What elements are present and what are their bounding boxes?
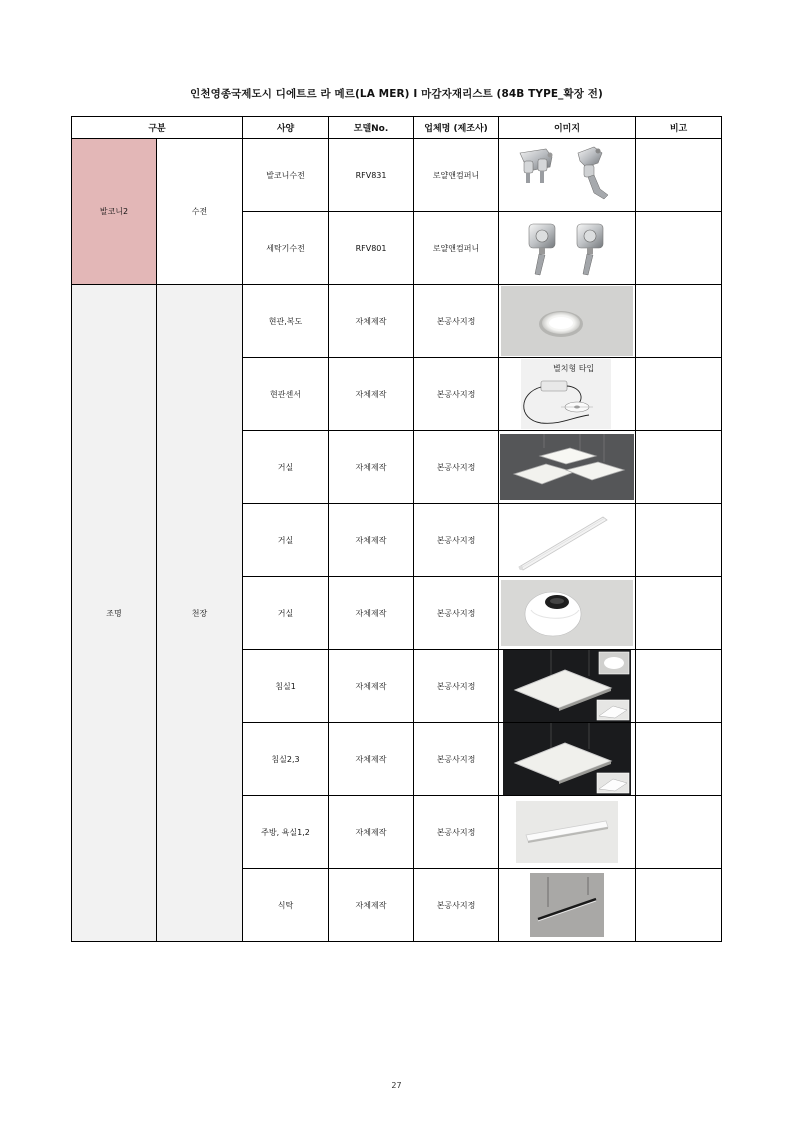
page-number: 27	[391, 1081, 402, 1090]
image-cell	[499, 212, 636, 285]
vendor-cell: 본공사지정	[414, 431, 499, 504]
model-cell: 자체제작	[329, 577, 414, 650]
model-cell: 자체제작	[329, 796, 414, 869]
finish-material-table	[71, 116, 722, 942]
remarks-cell	[636, 358, 722, 431]
vendor-cell: 본공사지정	[414, 796, 499, 869]
image-cell	[499, 723, 636, 796]
table-header-row	[72, 117, 722, 139]
image-cell	[499, 285, 636, 358]
table-row	[72, 139, 722, 212]
remarks-cell	[636, 431, 722, 504]
subcategory-cell-faucet: 수전	[157, 139, 243, 285]
vendor-cell: 본공사지정	[414, 577, 499, 650]
spec-cell: 발코니수전	[243, 139, 329, 212]
linear-light-icon	[501, 507, 633, 573]
panel-light-group-icon	[500, 434, 634, 500]
spec-cell: 식탁	[243, 869, 329, 942]
image-cell	[499, 431, 636, 504]
spec-cell: 거실	[243, 577, 329, 650]
model-cell: 자체제작	[329, 504, 414, 577]
model-cell: 자체제작	[329, 285, 414, 358]
spec-cell: 거실	[243, 431, 329, 504]
model-cell: 자체제작	[329, 650, 414, 723]
remarks-cell	[636, 139, 722, 212]
square-panel-light-icon	[503, 723, 631, 795]
remarks-cell	[636, 869, 722, 942]
table-row	[72, 285, 722, 358]
model-cell: RFV831	[329, 139, 414, 212]
vendor-cell: 로얄앤컴퍼니	[414, 139, 499, 212]
pendant-light-icon	[530, 873, 604, 937]
vendor-cell: 본공사지정	[414, 869, 499, 942]
vendor-cell: 본공사지정	[414, 650, 499, 723]
vendor-cell: 로얄앤컴퍼니	[414, 212, 499, 285]
header-image: 이미지	[499, 117, 636, 139]
image-cell	[499, 504, 636, 577]
model-cell: RFV801	[329, 212, 414, 285]
remarks-cell	[636, 504, 722, 577]
spec-cell: 침실1	[243, 650, 329, 723]
sensor-light-caption: 별치형 타입	[553, 364, 595, 373]
category-cell-balcony: 발코니2	[72, 139, 157, 285]
image-cell	[499, 796, 636, 869]
image-cell	[499, 869, 636, 942]
image-cell	[499, 358, 636, 431]
header-remarks: 비고	[636, 117, 722, 139]
vendor-cell: 본공사지정	[414, 358, 499, 431]
sensor-light-icon	[501, 359, 633, 429]
remarks-cell	[636, 212, 722, 285]
spec-cell: 주방, 욕실1,2	[243, 796, 329, 869]
vendor-cell: 본공사지정	[414, 285, 499, 358]
remarks-cell	[636, 577, 722, 650]
image-cell	[499, 577, 636, 650]
header-category: 구분	[72, 117, 243, 139]
remarks-cell	[636, 723, 722, 796]
vendor-cell: 본공사지정	[414, 504, 499, 577]
balcony-faucet-icon	[512, 143, 622, 207]
category-cell-lighting: 조명	[72, 285, 157, 942]
spec-cell: 거실	[243, 504, 329, 577]
washer-faucet-icon	[517, 218, 617, 278]
image-cell	[499, 650, 636, 723]
bar-light-icon	[516, 801, 618, 863]
model-cell: 자체제작	[329, 723, 414, 796]
downlight-icon	[501, 286, 633, 356]
header-model: 모델No.	[329, 117, 414, 139]
spec-cell: 현관,복도	[243, 285, 329, 358]
image-cell	[499, 139, 636, 212]
model-cell: 자체제작	[329, 358, 414, 431]
document-title: 인천영종국제도시 디에트르 라 메르(LA MER) I 마감자재리스트 (84B TYPE_확장 전)	[190, 88, 603, 100]
subcategory-cell-ceiling: 천장	[157, 285, 243, 942]
header-vendor: 업체명 (제조사)	[414, 117, 499, 139]
model-cell: 자체제작	[329, 431, 414, 504]
spec-cell: 세탁기수전	[243, 212, 329, 285]
square-panel-light-icon	[503, 650, 631, 722]
remarks-cell	[636, 285, 722, 358]
remarks-cell	[636, 650, 722, 723]
spec-cell: 침실2,3	[243, 723, 329, 796]
remarks-cell	[636, 796, 722, 869]
vendor-cell: 본공사지정	[414, 723, 499, 796]
model-cell: 자체제작	[329, 869, 414, 942]
spec-cell: 현관센서	[243, 358, 329, 431]
recessed-downlight-icon	[501, 580, 633, 646]
header-spec: 사양	[243, 117, 329, 139]
